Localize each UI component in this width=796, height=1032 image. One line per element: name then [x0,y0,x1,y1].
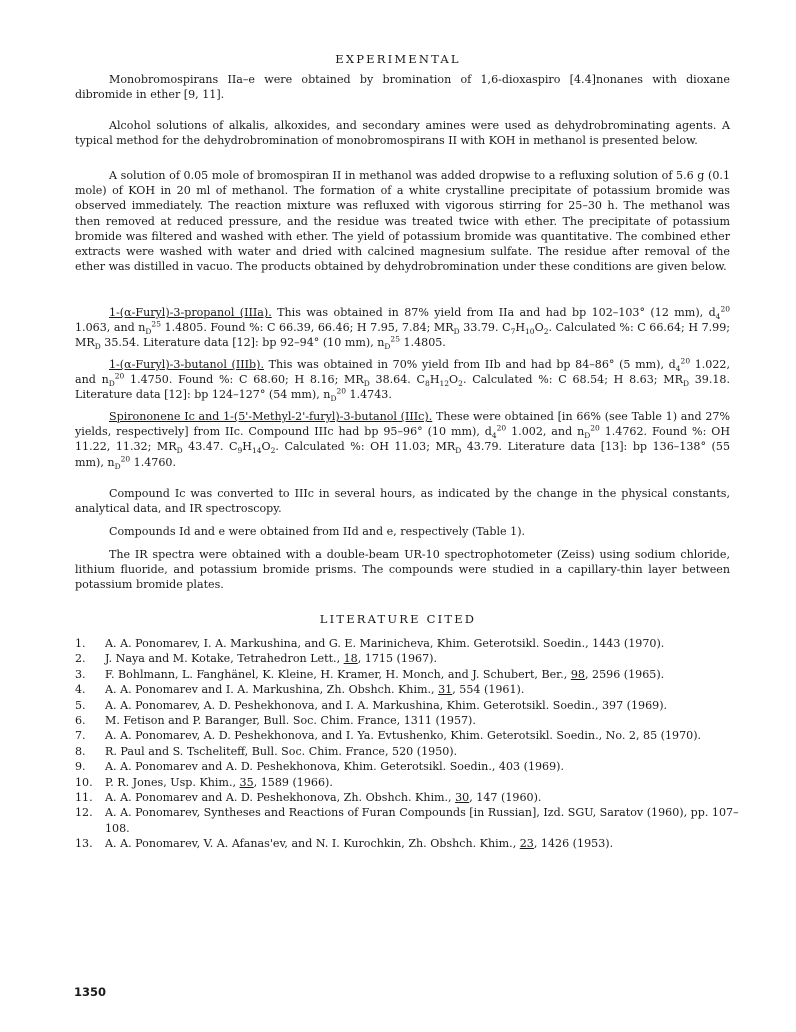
compound-IIIa-title: 1-(α-Furyl)-3-propanol (IIIa). [109,306,272,319]
reference-item [75,836,755,851]
paragraph-bromination: Monobromospirans IIa–e were obtained by bromination of 1,6-dioxaspiro [4.4]nonanes with dioxane dibromide in ether [9, 11]. [75,73,730,102]
reference-item [75,805,755,836]
reference-item [75,698,755,713]
reference-volume: 35 [239,775,254,789]
paragraph-compound-IIIa: 1-(α-Furyl)-3-propanol (IIIa). This was obtained in 87% yield from IIa and had bp 102–103° (12 mm), $d_4^{20}$ 1.063, and $n_D^{25}$ 1.4805. Found %: C 66.39, 66.46; H 7.95, 7.84; $MR_D$ 33.79. $C_7H_{10}O_2$. Calculated %: C 66.64; H 7.99; $MR_D$ 35.54. Literature data [12]: bp 92–94° (10 mm), $n_D^{25}$ 1.4805. [75,304,731,352]
reference-number: 11. [75,791,93,805]
compound-IIIb-title: 1-(α-Furyl)-3-butanol (IIIb). [109,358,264,371]
reference-text: A. A. Ponomarev, A. D. Peshekhonova, and I. A. Markushina, Khim. Geterotsikl. Soedin., 397 (1969). [105,698,668,712]
paragraph-method: A solution of 0.05 mole of bromospiran II in methanol was added dropwise to a refluxing solution of 5.6 g (0.1 mole) of KOH in 20 ml of methanol. The formation of a white crystalline precipitate of potassium bromide was observed immediately. The reaction mixture was refluxed with vigorous stirring for 25–30 h. The methanol was then removed at reduced pressure, and the residue was treated twice with ether. The precipitate of potassium bromide was filtered and washed with ether. The yield of potassium bromide was quantitative. The combined ether extracts were washed with water and dried with calcined magnesium sulfate. The residue after removal of the ether was distilled in vacuo. The products obtained by dehydrobromination under these conditions are given below. [75,169,730,274]
reference-number: 2. [75,652,86,666]
reference-volume: 23 [519,837,534,851]
reference-item [75,651,755,666]
reference-volume: 18 [343,652,358,666]
reference-item [75,713,755,728]
reference-number: 13. [75,837,93,851]
reference-text: P. R. Jones, Usp. Khim., 35, 1589 (1966). [105,775,333,789]
reference-number: 4. [75,683,86,697]
reference-text: A. A. Ponomarev, Syntheses and Reactions of Furan Compounds [in Russian], Izd. SGU, Saratov (1960), pp. 107–108. [105,806,739,835]
reference-item [75,775,755,790]
compound-IIIc-title: Spirononene Ic and 1-(5'-Methyl-2'-furyl)-3-butanol (IIIc). [109,410,433,423]
reference-number: 7. [75,729,86,743]
paragraph-conversion: Compound Ic was converted to IIIc in several hours, as indicated by the change in the physical constants, analytical data, and IR spectroscopy. [75,487,730,516]
reference-number: 12. [75,806,93,820]
reference-item [75,790,755,805]
reference-item [75,759,755,774]
reference-volume: 30 [455,791,470,805]
reference-item [75,682,755,697]
reference-number: 9. [75,760,86,774]
paragraph-ir-spectra: The IR spectra were obtained with a double-beam UR-10 spectrophotometer (Zeiss) using sodium chloride, lithium fluoride, and potassium bromide prisms. The compounds were studied in a capillary-thin layer between potassium bromide plates. [75,548,730,592]
reference-item [75,728,755,743]
paragraph-compound-IIIc: Spirononene Ic and 1-(5'-Methyl-2'-furyl)-3-butanol (IIIc). These were obtained [in 66% (see Table 1) and 27% yields, respectively] from IIc. Compound IIIc had bp 95–96° (10 mm), $d_4^{20}$ 1.002, and $n_D^{20}$ 1.4762. Found %: OH 11.22, 11.32; $MR_D$ 43.47. $C_9H_{14}O_2$. Calculated %: OH 11.03; $MR_D$ 43.79. Literature data [13]: bp 136–138° (55 mm), $n_D^{20}$ 1.4760. [75,410,731,471]
page-number: 1350 [74,985,107,999]
reference-text: M. Fetison and P. Baranger, Bull. Soc. Chim. France, 1311 (1957). [105,714,476,728]
reference-volume: 98 [570,667,585,681]
references-list [75,636,755,852]
reference-item [75,636,755,651]
reference-text: J. Naya and M. Kotake, Tetrahedron Lett., 18, 1715 (1967). [105,652,437,666]
paragraph-agents: Alcohol solutions of alkalis, alkoxides, and secondary amines were used as dehydrobrominating agents. A typical method for the dehydrobromination of monobromospirans II with KOH in methanol is presented below. [75,119,730,148]
reference-number: 8. [75,744,86,758]
literature-heading: LITERATURE CITED [319,612,477,626]
paragraph-compounds-Id-e: Compounds Id and e were obtained from IId and e, respectively (Table 1). [109,525,526,538]
paragraph-compound-IIIb: 1-(α-Furyl)-3-butanol (IIIb). This was obtained in 70% yield from IIb and had bp 84–86° (5 mm), $d_4^{20}$ 1.022, and $n_D^{20}$ 1.4750. Found %: C 68.60; H 8.16; $MR_D$ 38.64. $C_8H_{12}O_2$. Calculated %: C 68.54; H 8.63; $MR_D$ 39.18. Literature data [12]: bp 124–127° (54 mm), $n_D^{20}$ 1.4743. [75,356,731,404]
reference-text: A. A. Ponomarev and I. A. Markushina, Zh. Obshch. Khim., 31, 554 (1961). [105,683,525,697]
experimental-heading: EXPERIMENTAL [335,52,461,66]
reference-number: 6. [75,714,86,728]
reference-volume: 31 [438,683,453,697]
reference-number: 10. [75,775,93,789]
reference-text: A. A. Ponomarev and A. D. Peshekhonova, Khim. Geterotsikl. Soedin., 403 (1969). [105,760,565,774]
reference-text: A. A. Ponomarev, A. D. Peshekhonova, and I. Ya. Evtushenko, Khim. Geterotsikl. Soedin., No. 2, 85 (1970). [105,729,702,743]
reference-text: F. Bohlmann, L. Fanghänel, K. Kleine, H. Kramer, H. Monch, and J. Schubert, Ber., 98, 2596 (1965). [105,667,665,681]
reference-text: A. A. Ponomarev and A. D. Peshekhonova, Zh. Obshch. Khim., 30, 147 (1960). [105,791,542,805]
reference-item [75,667,755,682]
reference-text: A. A. Ponomarev, I. A. Markushina, and G. E. Marinicheva, Khim. Geterotsikl. Soedin., 1443 (1970). [105,637,665,650]
reference-number: 5. [75,698,86,712]
reference-item [75,744,755,759]
reference-text: A. A. Ponomarev, V. A. Afanas'ev, and N. I. Kurochkin, Zh. Obshch. Khim., 23, 1426 (1953). [105,837,614,851]
reference-text: R. Paul and S. Tscheliteff, Bull. Soc. Chim. France, 520 (1950). [105,744,458,758]
reference-number: 3. [75,667,86,681]
reference-number: 1. [75,637,86,650]
